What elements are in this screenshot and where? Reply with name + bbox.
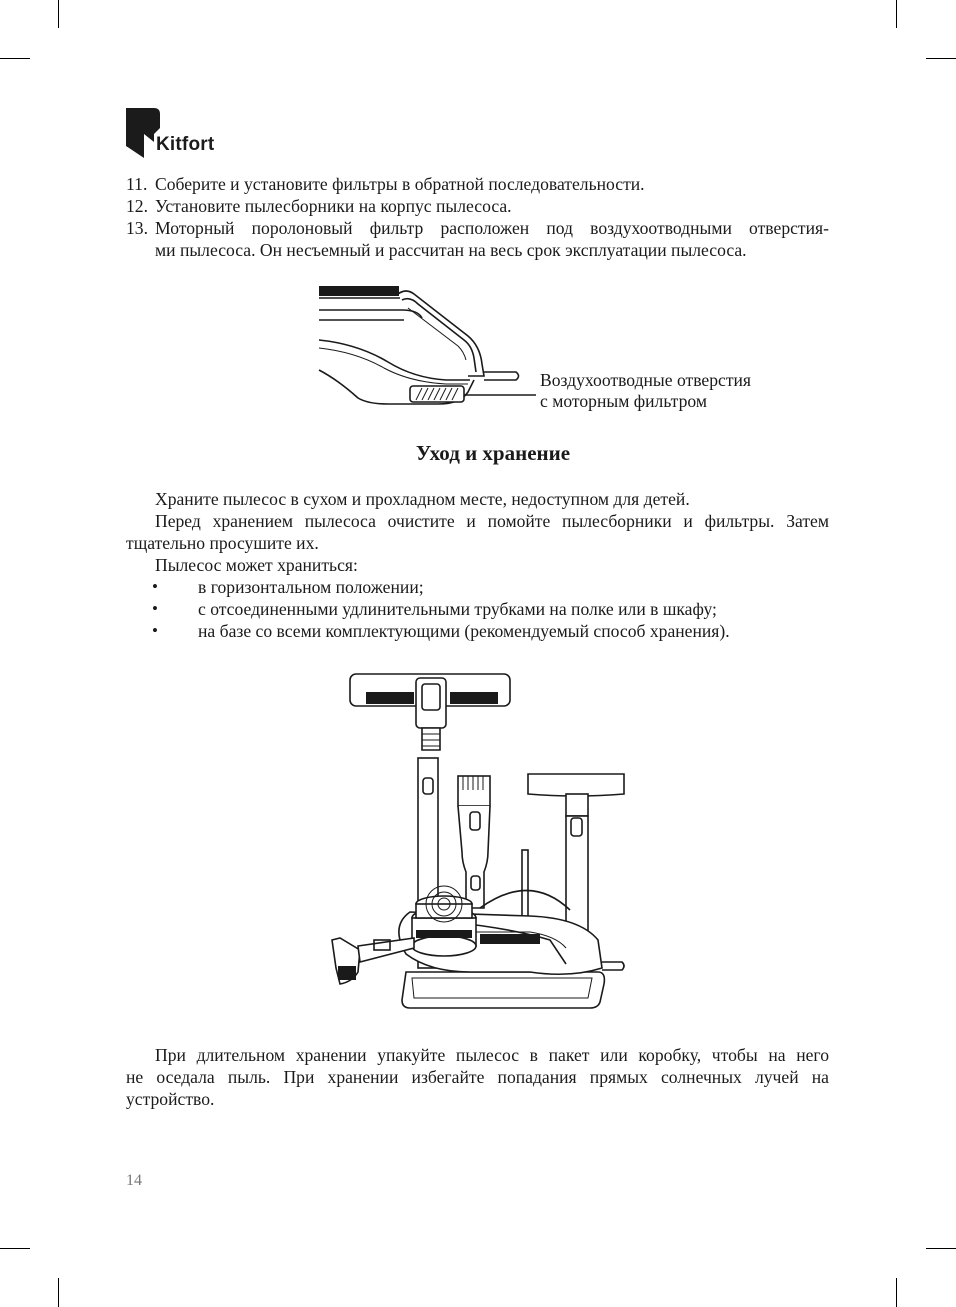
vent-callout-label: Воздухоотводные отверстия xyxy=(540,370,752,390)
step-text: Моторный поролоновый фильтр расположен под воздухоотводными отверстия- xyxy=(155,218,829,238)
step-number: 12. xyxy=(126,196,148,216)
step-number: 11. xyxy=(126,174,148,194)
bullet-marker: • xyxy=(152,621,158,640)
list-item: на базе со всеми комплектующими (рекомендуемый способ хранения). xyxy=(198,621,730,641)
crop-mark xyxy=(58,0,59,28)
paragraph-continued: тщательно просушите их. xyxy=(126,533,319,553)
step-text: Соберите и установите фильтры в обратной последовательности. xyxy=(155,174,645,194)
bullet-marker: • xyxy=(152,599,158,618)
crop-mark xyxy=(926,58,956,59)
crop-mark xyxy=(0,1248,30,1249)
crop-mark xyxy=(896,0,897,28)
section-title: Уход и хранение xyxy=(415,441,571,465)
paragraph-continued: не оседала пыль. При хранении избегайте попадания прямых солнечных лучей на xyxy=(126,1067,829,1087)
page-number: 14 xyxy=(126,1172,142,1189)
paragraph: Пылесос может храниться: xyxy=(155,555,358,575)
list-item: в горизонтальном положении; xyxy=(198,577,424,597)
paragraph: При длительном хранении упакуйте пылесос в пакет или коробку, чтобы на него xyxy=(155,1045,829,1065)
paragraph-continued: устройство. xyxy=(126,1089,215,1109)
crop-mark xyxy=(896,1278,897,1307)
step-text-continued: ми пылесоса. Он несъемный и рассчитан на весь срок эксплуатации пылесоса. xyxy=(155,240,747,260)
list-item: с отсоединенными удлинительными трубками на полке или в шкафу; xyxy=(198,599,717,619)
crop-mark xyxy=(58,1278,59,1307)
bullet-marker: • xyxy=(152,577,158,596)
crop-mark xyxy=(926,1248,956,1249)
paragraph: Храните пылесос в сухом и прохладном месте, недоступном для детей. xyxy=(155,489,690,509)
vacuum-vent-illustration xyxy=(318,284,538,410)
vacuum-base-illustration xyxy=(330,672,630,1014)
step-number: 13. xyxy=(126,218,148,238)
step-text: Установите пылесборники на корпус пылесоса. xyxy=(155,196,512,216)
brand-name: Kitfort xyxy=(156,134,215,155)
crop-mark xyxy=(0,58,30,59)
vent-callout-label: с моторным фильтром xyxy=(540,391,707,411)
paragraph: Перед хранением пылесоса очистите и помойте пылесборники и фильтры. Затем xyxy=(155,511,829,531)
